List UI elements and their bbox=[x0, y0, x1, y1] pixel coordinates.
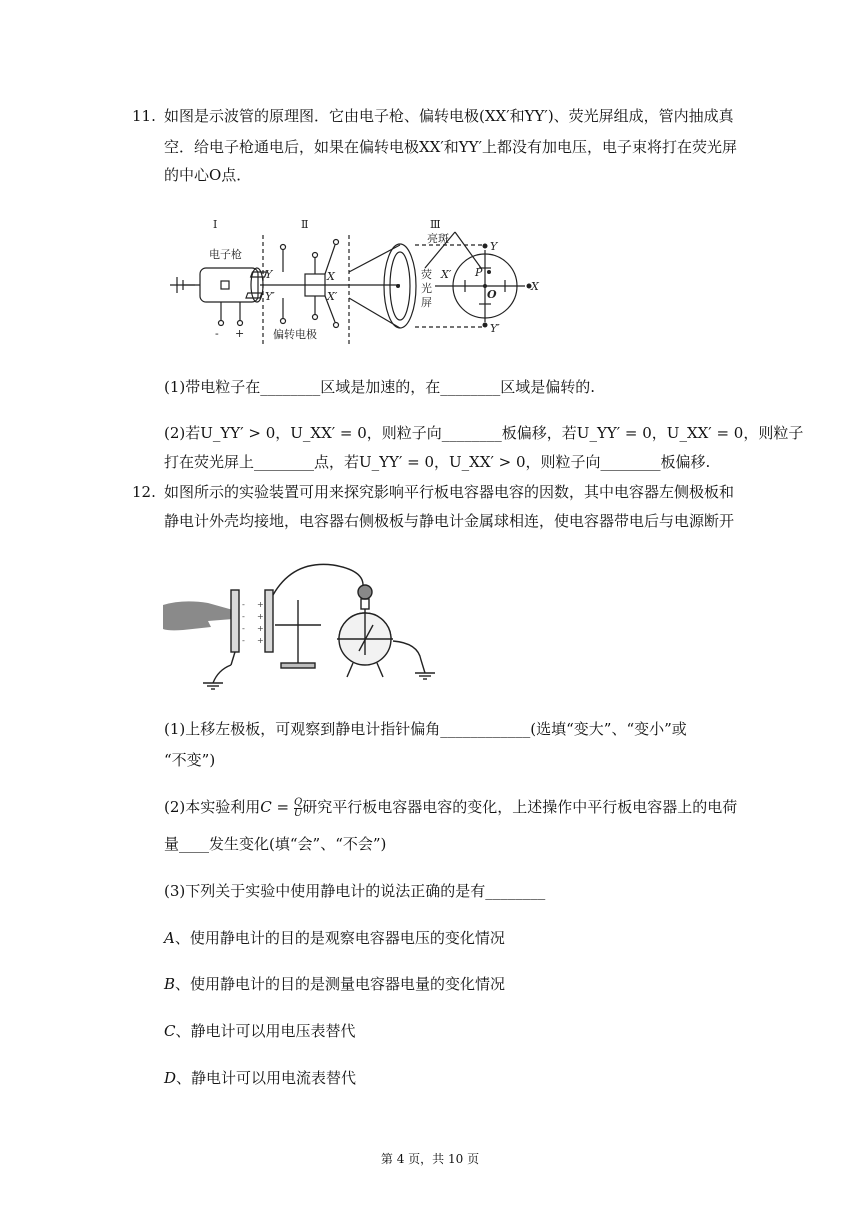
label-plate-Xp: X′ bbox=[327, 290, 338, 303]
q12-sub2-line1: (2)本实验利用C = $\frac{Q}{U}$ 研究平行板电容器电容的变化，上述操作中平行板电容器上的电荷 bbox=[164, 796, 738, 819]
svg-text:+: + bbox=[257, 600, 264, 609]
label-P: P bbox=[475, 266, 483, 279]
q12-sub1-line1: (1)上移左极板，可观察到静电计指针偏角____________(选填“变大”、“变小”或 bbox=[164, 720, 687, 738]
label-deflect: 偏转电极 bbox=[273, 328, 317, 341]
label-plus: + bbox=[235, 327, 245, 340]
q12-number: 12. bbox=[132, 483, 156, 501]
option-a: A、使用静电计的目的是观察电容器电压的变化情况 bbox=[164, 929, 505, 947]
q11-sub1: (1)带电粒子在________区域是加速的，在________区域是偏转的. bbox=[164, 378, 596, 396]
q12-sub2-line2: 量____发生变化(填“会”、“不会”) bbox=[164, 835, 387, 853]
q11-stem-line3: 的中心O点． bbox=[164, 166, 252, 184]
label-spot: 亮斑 bbox=[427, 232, 449, 245]
label-X: X bbox=[531, 280, 539, 293]
label-minus: - bbox=[215, 327, 219, 340]
label-Y: Y bbox=[490, 240, 498, 253]
label-Yp: Y′ bbox=[490, 322, 500, 335]
option-b: B、使用静电计的目的是测量电容器电量的变化情况 bbox=[164, 975, 506, 993]
svg-text:-: - bbox=[242, 600, 245, 609]
svg-text:-: - bbox=[242, 624, 245, 633]
label-screen-3: 屏 bbox=[421, 296, 432, 309]
label-plate-X: X bbox=[327, 270, 335, 283]
label-region-1: Ⅰ bbox=[213, 218, 218, 231]
q11-stem-line2: 空．给电子枪通电后，如果在偏转电极XX′和YY′上都没有加电压，电子束将打在荧光屏 bbox=[164, 138, 737, 156]
option-d: D、静电计可以用电流表替代 bbox=[164, 1069, 357, 1087]
capacitor-experiment-figure bbox=[163, 555, 443, 695]
q11-sub2-line2: 打在荧光屏上________点，若U_YY′ = 0，U_XX′ > 0，则粒子向________板偏移. bbox=[164, 453, 711, 471]
label-screen-1: 荧 bbox=[421, 268, 432, 281]
label-region-2: Ⅱ bbox=[301, 218, 309, 231]
label-plate-Y: Y bbox=[265, 268, 273, 281]
label-Xp: X′ bbox=[441, 268, 452, 281]
label-gun: 电子枪 bbox=[209, 248, 242, 261]
q12-stem-line2: 静电计外壳均接地，电容器右侧极板与静电计金属球相连，使电容器带电后与电源断开 bbox=[164, 512, 735, 530]
q12-sub3: (3)下列关于实验中使用静电计的说法正确的是有________ bbox=[164, 882, 546, 900]
svg-text:+: + bbox=[257, 636, 264, 645]
q12-sub1-line2: “不变”) bbox=[164, 751, 216, 769]
label-O: O bbox=[487, 288, 497, 301]
svg-text:-: - bbox=[242, 636, 245, 645]
svg-text:+: + bbox=[257, 612, 264, 621]
q12-stem-line1: 如图所示的实验装置可用来探究影响平行板电容器电容的因数，其中电容器左侧极板和 bbox=[164, 483, 735, 501]
q11-number: 11. bbox=[132, 107, 156, 125]
svg-text:+: + bbox=[257, 624, 264, 633]
q11-sub2-line1: (2)若U_YY′ > 0，U_XX′ = 0，则粒子向________板偏移，若U_YY′ = 0，U_XX′ = 0，则粒子 bbox=[164, 424, 804, 442]
label-screen-2: 光 bbox=[421, 282, 432, 295]
hand-image bbox=[163, 601, 236, 630]
label-plate-Yp: Y′ bbox=[265, 290, 275, 303]
svg-text:-: - bbox=[242, 612, 245, 621]
q11-stem-line1: 如图是示波管的原理图．它由电子枪、偏转电极(XX′和YY′)、荧光屏组成，管内抽成真 bbox=[164, 107, 734, 125]
label-region-3: Ⅲ bbox=[430, 218, 441, 231]
oscilloscope-figure bbox=[165, 210, 545, 350]
formula-fraction: $\frac{Q}{U}$ bbox=[293, 796, 303, 819]
option-c: C、静电计可以用电压表替代 bbox=[164, 1022, 356, 1040]
page-footer: 第 4 页，共 10 页 bbox=[380, 1152, 480, 1166]
